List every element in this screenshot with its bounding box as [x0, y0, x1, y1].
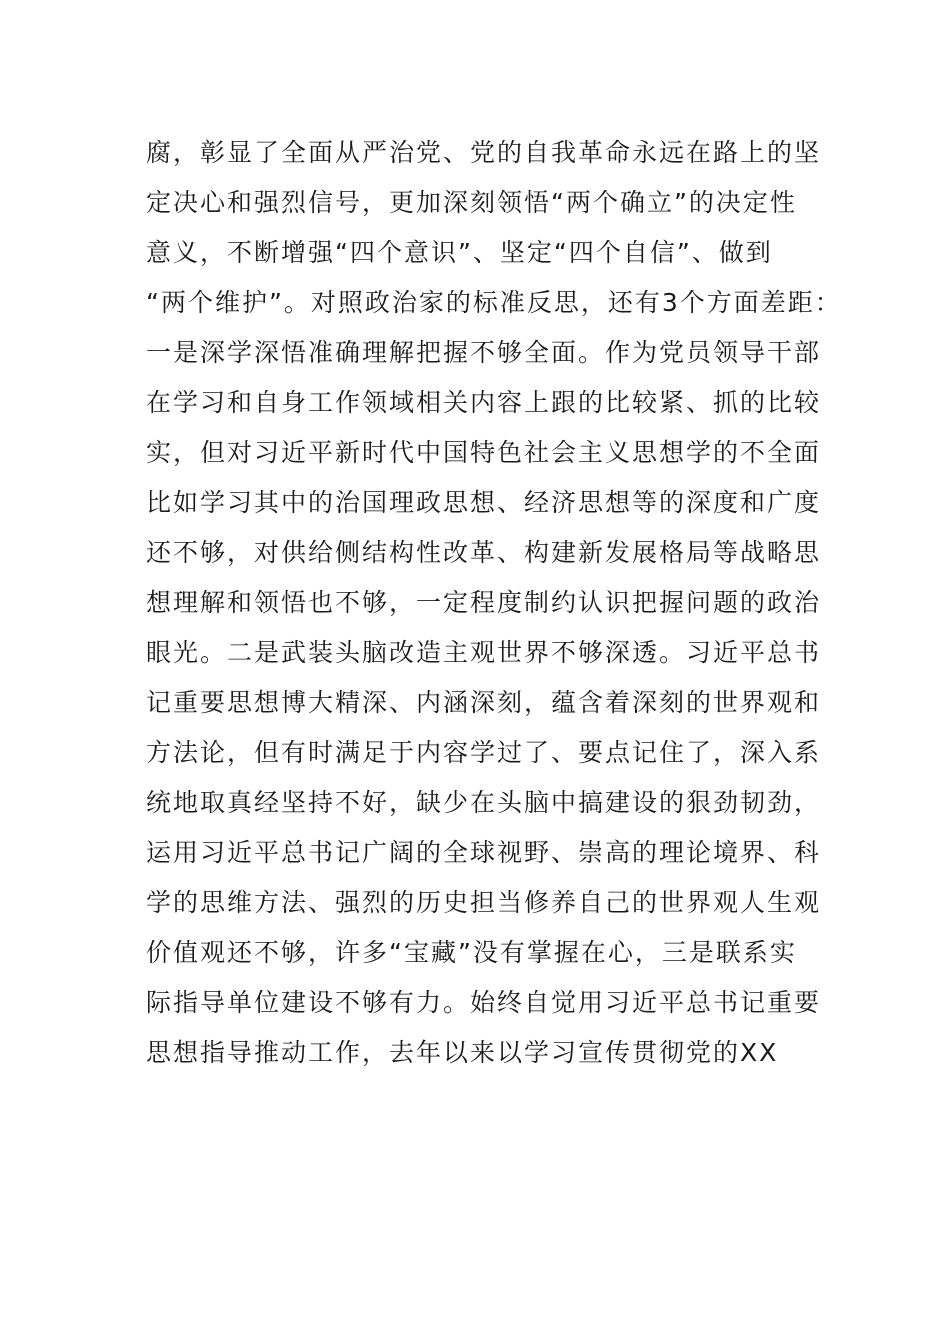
- text-line: 定决心和强烈信号，更加深刻领悟“两个确立”的决定性: [146, 188, 797, 217]
- text-line: 意义，不断增强“四个意识”、坚定“四个自信”、做到: [146, 238, 773, 267]
- body-text: [146, 128, 846, 1078]
- text-line: 方法论，但有时满足于内容学过了、要点记住了，深入系: [146, 738, 822, 767]
- text-line: 统地取真经坚持不好，缺少在头脑中搞建设的狠劲韧劲，: [146, 788, 822, 817]
- text-line: 实，但对习近平新时代中国特色社会主义思想学的不全面: [146, 438, 822, 467]
- text-line: 想理解和领悟也不够，一定程度制约认识把握问题的政治: [146, 588, 822, 617]
- text-line: 比如学习其中的治国理政思想、经济思想等的深度和广度: [146, 488, 822, 517]
- text-line: 在学习和自身工作领域相关内容上跟的比较紧、抓的比较: [146, 388, 822, 417]
- text-line: 学的思维方法、强烈的历史担当修养自己的世界观人生观: [146, 888, 822, 917]
- text-line: 记重要思想博大精深、内涵深刻，蕴含着深刻的世界观和: [146, 688, 822, 717]
- text-line: 思想指导推动工作，去年以来以学习宣传贯彻党的XX: [146, 1038, 779, 1067]
- text-line: 腐，彰显了全面从严治党、党的自我革命永远在路上的坚: [146, 138, 822, 167]
- text-line: 际指导单位建设不够有力。始终自觉用习近平总书记重要: [146, 988, 822, 1017]
- text-line: 价值观还不够，许多“宝藏”没有掌握在心，三是联系实: [146, 938, 797, 967]
- text-line: 运用习近平总书记广阔的全球视野、崇高的理论境界、科: [146, 838, 822, 867]
- text-line: “两个维护”。对照政治家的标准反思，还有3个方面差距：: [146, 288, 842, 317]
- text-line: 一是深学深悟准确理解把握不够全面。作为党员领导干部: [146, 338, 822, 367]
- text-line: 眼光。二是武装头脑改造主观世界不够深透。习近平总书: [146, 638, 822, 667]
- text-line: 还不够，对供给侧结构性改革、构建新发展格局等战略思: [146, 538, 822, 567]
